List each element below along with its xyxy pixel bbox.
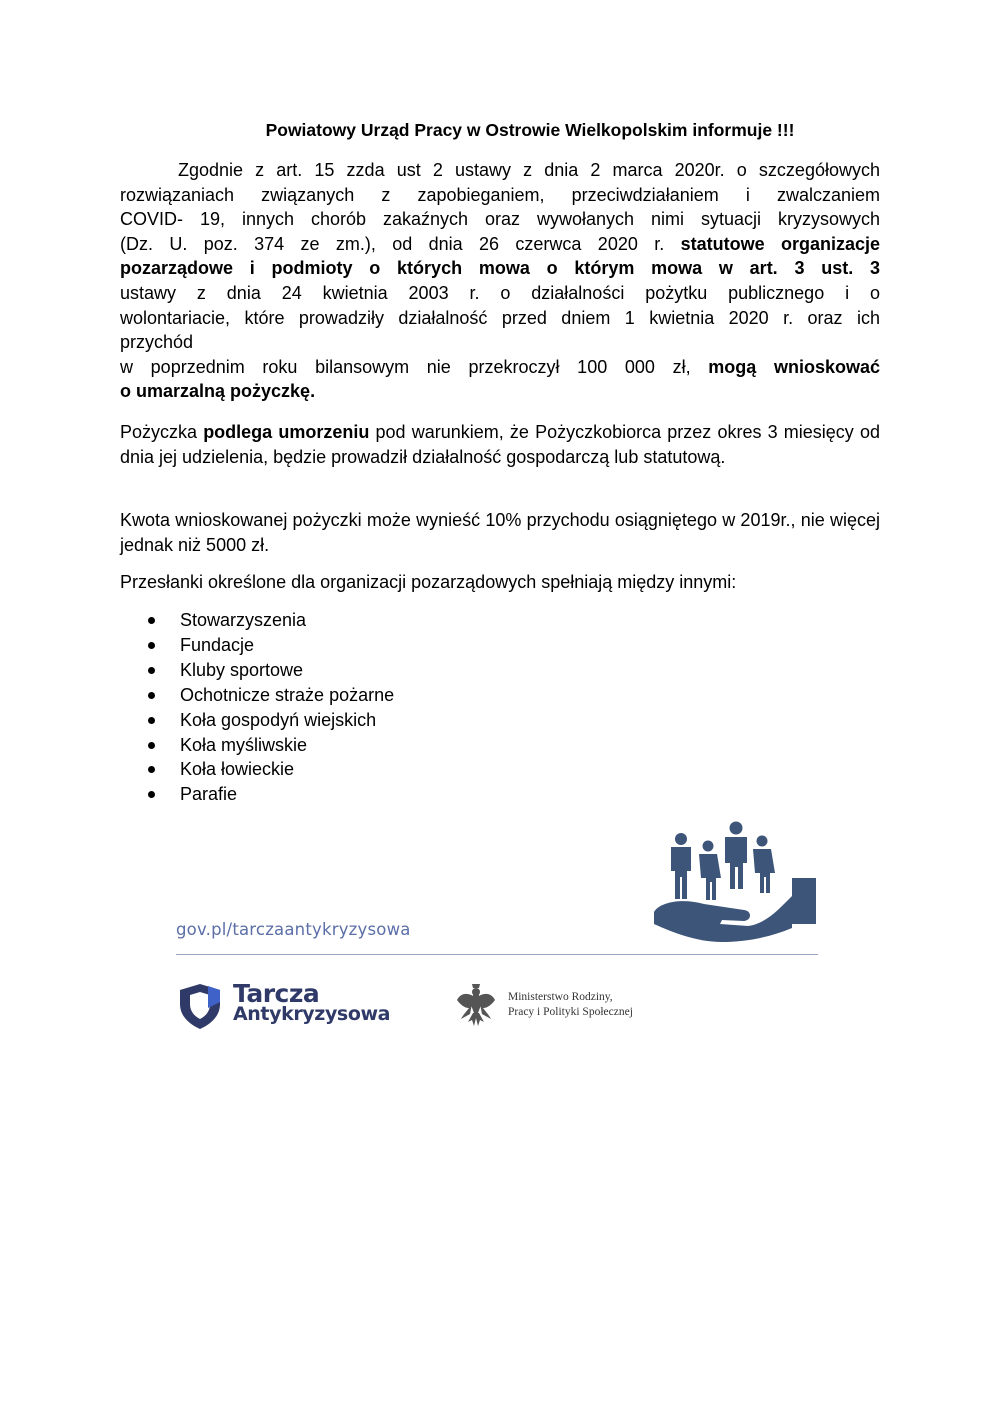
- bullet-icon: [148, 692, 155, 699]
- tarcza-logo: [176, 979, 391, 1032]
- ministry-name: Ministerstwo Rodziny, Pracy i Polityki Społecznej: [508, 991, 633, 1018]
- paragraph-3: Kwota wnioskowanej pożyczki może wynieść 10% przychodu osiągniętego w 2019r., nie więcej jednak niż 5000 zł.: [120, 510, 880, 555]
- bullet-icon: [148, 617, 155, 624]
- p1-line-3: COVID- 19, innych chorób zakaźnych oraz wywołanych nimi sytuacji kryzysowych: [120, 209, 880, 230]
- page-title: Powiatowy Urząd Pracy w Ostrowie Wielkopolskim informuje !!!: [265, 120, 795, 140]
- paragraph-2: Pożyczka podlega umorzeniu pod warunkiem, że Pożyczkobiorca przez okres 3 miesięcy od dnia jej udzielenia, będzie prowadził działalność gospodarczą lub statutową.: [120, 422, 880, 467]
- list-item: Koła gospodyń wiejskich: [148, 708, 394, 733]
- list-item: Parafie: [148, 782, 394, 807]
- p1-line-2: rozwiązaniach związanych z zapobieganiem, przeciwdziałaniem i zwalczaniem: [120, 184, 880, 205]
- tarcza-title: Tarcza: [233, 979, 320, 1008]
- organization-list: [148, 608, 394, 807]
- bullet-icon: [148, 791, 155, 798]
- list-item: Ochotnicze straże pożarne: [148, 683, 394, 708]
- bullet-icon: [148, 717, 155, 724]
- p1-line-10: o umarzalną pożyczkę.: [120, 381, 316, 402]
- bullet-icon: [148, 766, 155, 773]
- bullet-icon: [148, 642, 155, 649]
- tarcza-subtitle: Antykryzysowa: [233, 1003, 391, 1025]
- p1-line-5: pozarządowe i podmioty o których mowa o którym mowa w art. 3 ust. 3: [120, 258, 880, 279]
- gov-link[interactable]: gov.pl/tarczaantykryzysowa: [176, 920, 411, 939]
- list-item: Stowarzyszenia: [148, 608, 394, 633]
- p1-line-8: przychód: [120, 332, 194, 353]
- ministry-logo: [456, 982, 656, 1028]
- list-item: Koła łowieckie: [148, 757, 394, 782]
- p1-line-4: (Dz. U. poz. 374 ze zm.), od dnia 26 czerwca 2020 r. statutowe organizacje: [120, 233, 881, 254]
- list-item: Kluby sportowe: [148, 658, 394, 683]
- list-item: Fundacje: [148, 633, 394, 658]
- bullet-icon: [148, 742, 155, 749]
- p1-line-9: w poprzednim roku bilansowym nie przekroczył 100 000 zł, mogą wnioskować: [120, 356, 880, 377]
- bullet-icon: [148, 667, 155, 674]
- shield-logo-icon: [176, 982, 224, 1030]
- list-item: Koła myśliwskie: [148, 733, 394, 758]
- p1-line-6: ustawy z dnia 24 kwietnia 2003 r. o działalności pożytku publicznego i o: [120, 282, 880, 303]
- paragraph-1: [120, 158, 880, 404]
- paragraph-4: Przesłanki określone dla organizacji pozarządowych spełniają między innymi:: [120, 572, 737, 592]
- p1-line-1: Zgodnie z art. 15 zzda ust 2 ustawy z dnia 2 marca 2020r. o szczegółowych: [178, 160, 880, 180]
- divider: [176, 954, 818, 955]
- polish-eagle-emblem: [456, 982, 496, 1028]
- hand-with-people-icon: [652, 820, 822, 944]
- p1-line-7: wolontariacie, które prowadziły działalność przed dniem 1 kwietnia 2020 r. oraz ich: [120, 307, 880, 328]
